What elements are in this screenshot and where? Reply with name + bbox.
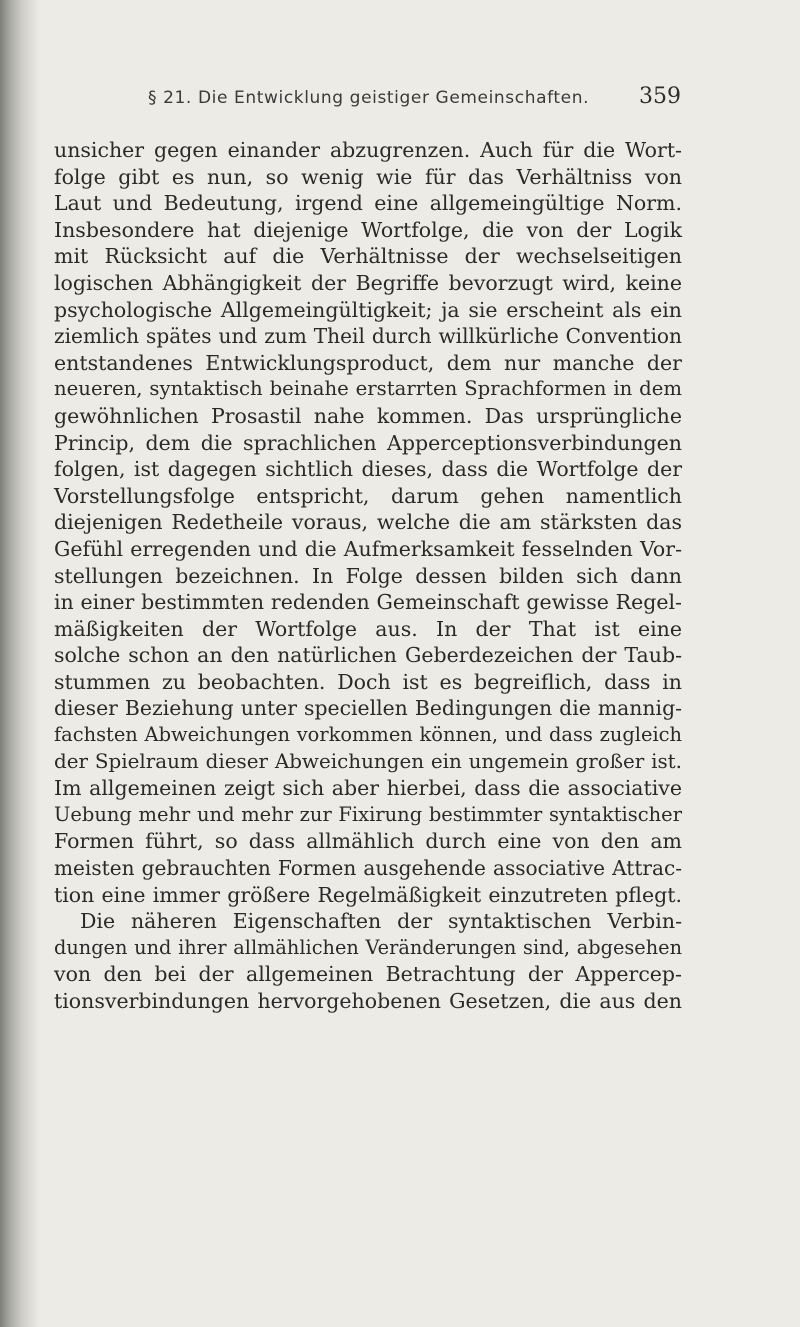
text-line: Die näheren Eigenschaften der syntaktischen Verbin- — [80, 909, 682, 934]
text-line: mit Rücksicht auf die Verhältnisse der wechselseitigen — [54, 244, 682, 269]
text-line: Vorstellungsfolge entspricht, darum gehen namentlich — [54, 483, 682, 508]
text-line: Formen führt, so dass allmählich durch eine von den am — [54, 829, 682, 854]
text-line: diejenigen Redetheile voraus, welche die am stärksten das — [54, 510, 682, 535]
text-line: folge gibt es nun, so wenig wie für das Verhältniss von — [54, 164, 682, 189]
text-line: ziemlich spätes und zum Theil durch willkürliche Convention — [54, 324, 682, 349]
text-line: mäßigkeiten der Wortfolge aus. In der That ist eine — [54, 616, 682, 641]
text-line: Laut und Bedeutung, irgend eine allgemeingültige Norm. — [54, 191, 682, 216]
text-line: entstandenes Entwicklungsproduct, dem nur manche der — [54, 350, 682, 375]
text-line: psychologische Allgemeingültigkeit; ja sie erscheint als ein — [54, 297, 682, 322]
text-line: stellungen bezeichnen. In Folge dessen bilden sich dann — [54, 563, 682, 588]
running-header — [148, 84, 681, 118]
text-line: der Spielraum dieser Abweichungen ein ungemein großer ist. — [54, 749, 682, 773]
running-header-title: § 21. Die Entwicklung geistiger Gemeinschaften. — [148, 88, 590, 108]
text-line: logischen Abhängigkeit der Begriffe bevorzugt wird, keine — [54, 270, 682, 295]
text-line: neueren, syntaktisch beinahe erstarrten Sprachformen in dem — [54, 377, 682, 401]
text-line: meisten gebrauchten Formen ausgehende associative Attrac- — [54, 856, 682, 881]
text-line: dungen und ihrer allmählichen Veränderungen sind, abgesehen — [54, 935, 682, 959]
text-line: stummen zu beobachten. Doch ist es begreiflich, dass in — [54, 669, 682, 694]
text-line: Gefühl erregenden und die Aufmerksamkeit fesselnden Vor- — [54, 536, 682, 561]
body-text — [54, 137, 682, 1015]
text-line: unsicher gegen einander abzugrenzen. Auch für die Wort- — [54, 138, 682, 162]
text-line: tion eine immer größere Regelmäßigkeit einzutreten pflegt. — [54, 882, 682, 907]
text-line: dieser Beziehung unter speciellen Bedingungen die mannig- — [54, 696, 682, 721]
text-line: gewöhnlichen Prosastil nahe kommen. Das ursprüngliche — [54, 403, 682, 428]
page-number: 359 — [639, 84, 681, 109]
text-line: Princip, dem die sprachlichen Apperceptionsverbindungen — [54, 430, 682, 455]
text-line: Im allgemeinen zeigt sich aber hierbei, dass die associative — [54, 776, 682, 801]
text-line: solche schon an den natürlichen Geberdezeichen der Taub- — [54, 643, 682, 668]
text-line: Uebung mehr und mehr zur Fixirung bestimmter syntaktischer — [54, 802, 682, 826]
text-line: tionsverbindungen hervorgehobenen Gesetzen, die aus den — [54, 989, 682, 1013]
text-line: von den bei der allgemeinen Betrachtung der Appercep- — [54, 962, 682, 987]
text-line: in einer bestimmten redenden Gemeinschaft gewisse Regel- — [54, 590, 682, 615]
text-line: Insbesondere hat diejenige Wortfolge, die von der Logik — [54, 217, 682, 242]
text-line: fachsten Abweichungen vorkommen können, und dass zugleich — [54, 723, 682, 747]
text-line: folgen, ist dagegen sichtlich dieses, dass die Wortfolge der — [54, 457, 682, 482]
